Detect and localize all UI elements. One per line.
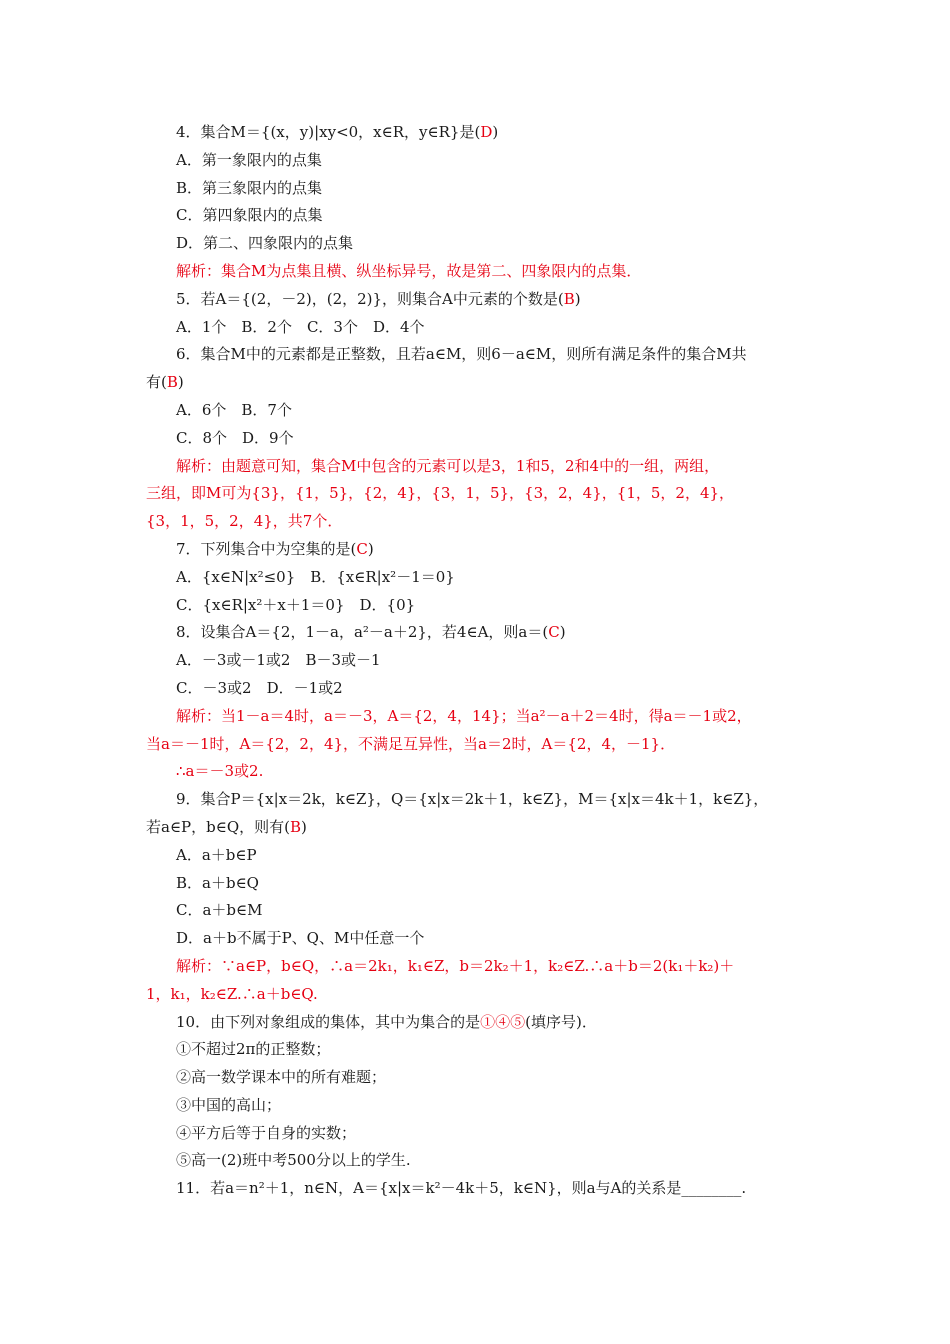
text-line [146, 202, 810, 230]
text-segment: D．a＋b不属于P、Q、M中任意一个 [176, 929, 425, 948]
text-segment: B．第三象限内的点集 [176, 178, 323, 197]
text-segment: A．a＋b∈P [176, 845, 257, 864]
text-segment: ∴a＝－3或2. [176, 762, 264, 781]
text-segment: 解析：当1－a＝4时，a＝－3，A＝{2，4，14}；当a²－a＋2＝4时，得a＝－1或2， [176, 706, 752, 725]
text-segment: 9．集合P＝{x|x＝2k，k∈Z}，Q＝{x|x＝2k＋1，k∈Z}，M＝{x|x＝4k＋1，k∈Z}， [176, 790, 769, 809]
text-line [146, 230, 810, 258]
text-segment: ) [574, 289, 581, 308]
text-line [146, 369, 810, 397]
text-segment: (填序号)． [525, 1012, 597, 1031]
solution-line [146, 703, 810, 731]
text-line [146, 1064, 810, 1092]
text-segment: ⑤高一(2)班中考500分以上的学生. [176, 1151, 411, 1170]
text-segment: 若a∈P，b∈Q，则有( [146, 817, 290, 836]
text-segment: 解析：∵a∈P，b∈Q，∴a＝2k₁，k₁∈Z，b＝2k₂＋1，k₂∈Z.∴a＋b＝2(k₁＋k₂)＋ [176, 956, 735, 975]
answer-mark: C [548, 623, 560, 642]
text-segment: C．{x∈R|x²＋x＋1＝0} D．{0} [176, 595, 416, 614]
solution-line [146, 731, 810, 759]
text-line [146, 647, 810, 675]
text-line [146, 1120, 810, 1148]
text-segment: 10．由下列对象组成的集体，其中为集合的是 [176, 1012, 481, 1031]
text-segment: 有( [146, 373, 167, 392]
text-segment: D．第二、四象限内的点集 [176, 234, 354, 253]
document-page [146, 119, 810, 1203]
text-segment: ④平方后等于自身的实数； [176, 1123, 357, 1142]
text-line [146, 536, 810, 564]
text-line [146, 286, 810, 314]
solution-line [146, 508, 810, 536]
text-line [146, 1092, 810, 1120]
solution-line [146, 453, 810, 481]
text-segment: 4．集合M＝{(x，y)|xy<0，x∈R，y∈R}是( [176, 123, 481, 141]
answer-mark: D [480, 123, 493, 141]
text-segment: A．6个 B．7个 [176, 400, 292, 419]
text-segment: ①不超过2π的正整数； [176, 1040, 331, 1059]
text-line [146, 1175, 810, 1203]
text-segment: 解析：由题意可知，集合M中包含的元素可以是3，1和5，2和4中的一组，两组， [176, 456, 720, 475]
text-segment: A．第一象限内的点集 [176, 150, 322, 169]
text-line [146, 786, 810, 814]
text-line [146, 175, 810, 203]
text-segment: 解析：集合M为点集且横、纵坐标异号，故是第二、四象限内的点集． [176, 261, 642, 280]
text-line [146, 397, 810, 425]
text-segment: 7．下列集合中为空集的是( [176, 539, 357, 558]
text-segment: ) [559, 623, 566, 642]
text-segment: ) [301, 817, 307, 836]
answer-mark: C [356, 539, 368, 558]
text-segment: 5．若A＝{(2，－2)，(2，2)}，则集合A中元素的个数是( [176, 289, 564, 308]
text-segment: ③中国的高山； [176, 1095, 282, 1114]
text-line [146, 1147, 810, 1175]
text-line [146, 119, 810, 147]
text-line [146, 842, 810, 870]
text-segment: A．1个 B．2个 C．3个 D．4个 [176, 317, 425, 336]
text-segment: C．－3或2 D．－1或2 [176, 678, 343, 697]
solution-line [146, 758, 810, 786]
text-segment: {3，1，5，2，4}，共7个． [146, 512, 343, 531]
answer-mark: B [290, 817, 302, 836]
answer-mark: B [563, 289, 575, 308]
solution-line [146, 953, 810, 981]
text-segment: ) [492, 123, 499, 141]
text-segment: ②高一数学课本中的所有难题； [176, 1068, 387, 1087]
solution-line [146, 480, 810, 508]
text-line [146, 1009, 810, 1037]
solution-line [146, 258, 810, 286]
text-line [146, 341, 810, 369]
text-line [146, 425, 810, 453]
text-line [146, 1036, 810, 1064]
text-line [146, 675, 810, 703]
text-segment: 三组，即M可为{3}，{1，5}，{2，4}，{3，1，5}，{3，2，4}，{1，5，2，4}， [146, 484, 735, 503]
text-segment: ) [367, 539, 374, 558]
text-line [146, 147, 810, 175]
text-segment: A．{x∈N|x²≤0} B．{x∈R|x²－1＝0} [176, 567, 455, 586]
solution-line [146, 981, 810, 1009]
text-line [146, 619, 810, 647]
answer-mark: B [166, 373, 178, 392]
text-line [146, 592, 810, 620]
text-line [146, 314, 810, 342]
text-segment: 6．集合M中的元素都是正整数，且若a∈M，则6－a∈M，则所有满足条件的集合M共 [176, 345, 747, 364]
text-segment: B．a＋b∈Q [176, 873, 259, 892]
text-line [146, 897, 810, 925]
answer-mark: ①④⑤ [480, 1012, 526, 1031]
text-segment: A．－3或－1或2 B－3或－1 [176, 651, 381, 670]
text-segment: C．第四象限内的点集 [176, 206, 323, 225]
text-line [146, 925, 810, 953]
text-line [146, 870, 810, 898]
text-segment: 当a＝－1时，A＝{2，2，4}，不满足互异性，当a＝2时，A＝{2，4，－1}． [146, 734, 676, 753]
text-segment: C．8个 D．9个 [176, 428, 294, 447]
text-segment: C．a＋b∈M [176, 901, 263, 920]
text-segment: 1，k₁，k₂∈Z.∴a＋b∈Q. [146, 984, 318, 1003]
text-line [146, 814, 810, 842]
text-segment: 11．若a＝n²＋1，n∈N，A＝{x|x＝k²－4k＋5，k∈N}，则a与A的关系是________. [176, 1179, 747, 1198]
text-line [146, 564, 810, 592]
text-segment: 8．设集合A＝{2，1－a，a²－a＋2}，若4∈A，则a＝( [176, 623, 549, 642]
text-segment: ) [177, 373, 184, 392]
